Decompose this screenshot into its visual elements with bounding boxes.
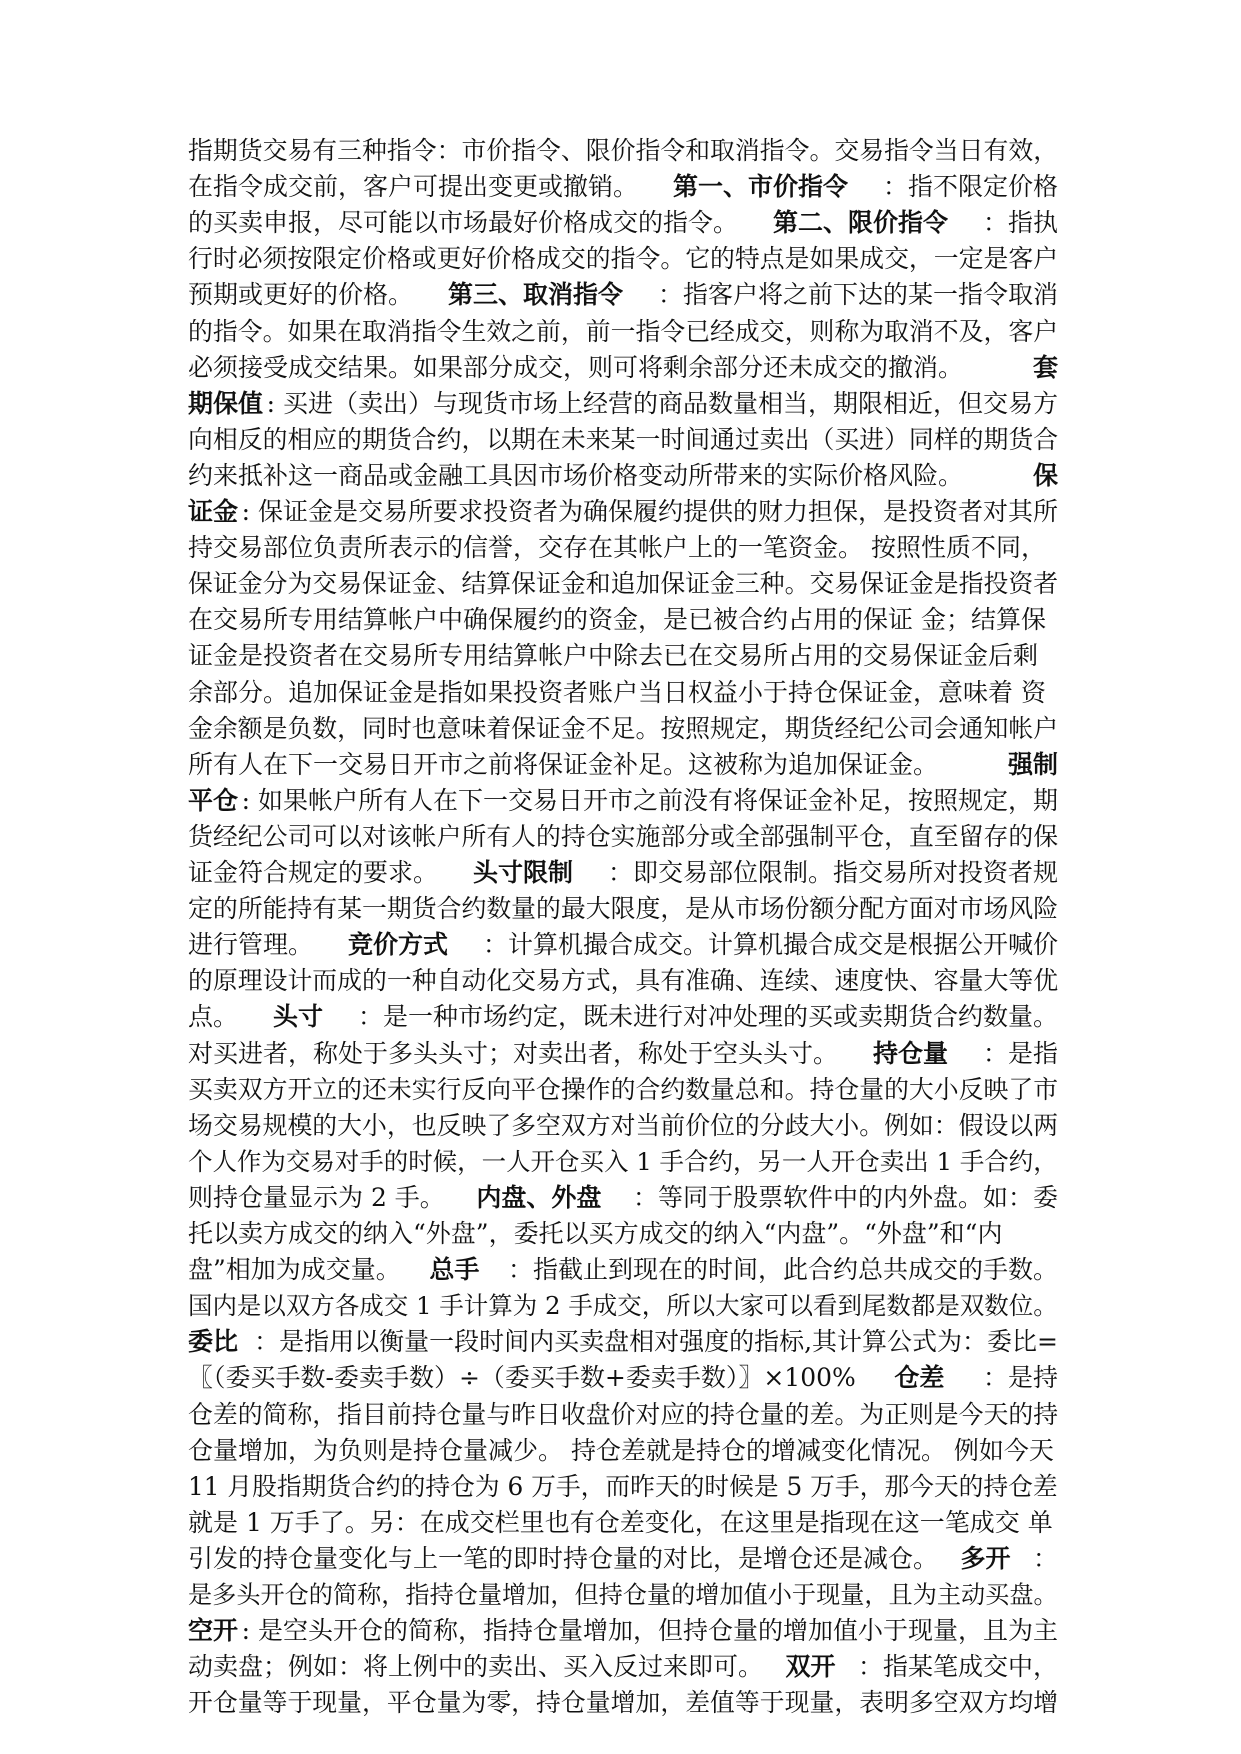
text-line	[188, 169, 1058, 205]
term-heading: 套	[1032, 352, 1058, 382]
text-line	[188, 1108, 1058, 1144]
text-line	[188, 494, 1058, 530]
text-segment: 余部分。追加保证金是指如果投资者账户当日权益小于持仓保证金，意味着 资	[188, 677, 1046, 707]
text-segment: 就是 1 万手了。另：在成交栏里也有仓差变化，在这里是指现在这一笔成交 单	[188, 1507, 1053, 1537]
text-segment: 约来抵补这一商品或金融工具因市场价格变动所带来的实际价格风险。	[188, 460, 964, 490]
text-segment: 买卖双方开立的还未实行反向平仓操作的合约数量总和。持仓量的大小反映了市	[188, 1074, 1059, 1104]
text-line	[188, 1505, 1058, 1541]
text-line	[188, 999, 1058, 1035]
text-line	[188, 1036, 1058, 1072]
text-line	[188, 277, 1058, 313]
text-line	[188, 1216, 1058, 1252]
text-line	[188, 675, 1058, 711]
text-segment: 指期货交易有三种指令：市价指令、限价指令和取消指令。交易指令当日有效，	[188, 136, 1059, 165]
text-segment: 保证金分为交易保证金、结算保证金和追加保证金三种。交易保证金是指投资者	[188, 569, 1059, 599]
text-line	[188, 1324, 1058, 1360]
text-segment: ：	[1032, 1543, 1058, 1573]
term-heading: 第一、市价指令	[672, 172, 848, 202]
text-line	[188, 1144, 1058, 1180]
text-segment: ：即交易部位限制。指交易所对投资者规	[607, 858, 1058, 887]
text-segment: ：指不限定价格	[882, 172, 1058, 202]
term-heading: 第二、限价指令	[772, 208, 948, 238]
text-line	[188, 314, 1058, 350]
text-line	[188, 205, 1058, 241]
text-line	[188, 241, 1058, 277]
text-segment: 证金是投资者在交易所专用结算帐户中除去已在交易所占用的交易保证金后剩	[188, 641, 1039, 671]
text-line	[188, 350, 1058, 386]
text-segment: 的买卖申报，尽可能以市场最好价格成交的指令。	[188, 208, 739, 238]
text-segment: 个人作为交易对手的时候，一人开仓买入 1 手合约，另一人开仓卖出 1 手合约，	[188, 1146, 1058, 1176]
text-line	[188, 133, 1058, 169]
term-heading: 期保值	[188, 388, 264, 418]
term-heading: 多开	[960, 1543, 1011, 1573]
term-heading: 委比	[188, 1327, 239, 1357]
text-segment: 行时必须按限定价格或更好价格成交的指令。它的特点是如果成交，一定是客户	[188, 244, 1059, 274]
text-segment: 金余额是负数，同时也意味着保证金不足。按照规定，期货经纪公司会通知帐户	[188, 713, 1059, 743]
text-line	[188, 1072, 1058, 1108]
text-line	[188, 927, 1058, 963]
term-heading: 竞价方式	[347, 930, 448, 960]
text-segment: 开仓量等于现量，平仓量为零，持仓量增加，差值等于现量，表明多空双方均增	[188, 1688, 1059, 1718]
text-line	[188, 1433, 1058, 1469]
text-line	[188, 566, 1058, 602]
text-segment: 仓量增加，为负则是持仓量减少。 持仓差就是持仓的增减变化情况。 例如今天	[188, 1435, 1054, 1465]
text-segment: ：是指用以衡量一段时间内买卖盘相对强度的指标,其计算公式为：委比=	[254, 1327, 1058, 1357]
text-line	[188, 422, 1058, 458]
text-segment: 动卖盘；例如：将上例中的卖出、买入反过来即可。	[188, 1652, 764, 1682]
text-segment: 则持仓量显示为 2 手。	[188, 1182, 445, 1212]
text-segment: : 是空头开仓的简称，指持仓量增加，但持仓量的增加值小于现量，且为主	[241, 1616, 1058, 1646]
text-line	[188, 1649, 1058, 1685]
text-segment: 仓差的简称，指目前持仓量与昨日收盘价对应的持仓量的差。为正则是今天的持	[188, 1399, 1059, 1429]
text-segment: 进行管理。	[188, 930, 314, 960]
text-segment: 在交易所专用结算帐户中确保履约的资金，是已被合约占用的保证 金；结算保	[188, 605, 1046, 635]
text-line	[188, 819, 1058, 855]
text-segment: 点。	[188, 1002, 239, 1032]
text-segment: 持交易部位负责所表示的信誉，交存在其帐户上的一笔资金。 按照性质不同，	[188, 533, 1046, 563]
text-segment: 场交易规模的大小，也反映了多空双方对当前价位的分歧大小。例如：假设以两	[188, 1110, 1059, 1140]
text-line	[188, 1685, 1058, 1721]
text-segment: 证金符合规定的要求。	[188, 858, 439, 887]
text-line	[188, 602, 1058, 638]
text-line	[188, 458, 1058, 494]
text-segment: 向相反的相应的期货合约，以期在未来某一时间通过卖出（买进）同样的期货合	[188, 424, 1059, 454]
text-line	[188, 1360, 1058, 1396]
text-segment: ：指客户将之前下达的某一指令取消	[657, 280, 1058, 310]
text-segment: 预期或更好的价格。	[188, 280, 414, 310]
term-heading: 强制	[1007, 749, 1058, 779]
text-line	[188, 1613, 1058, 1649]
text-line	[188, 386, 1058, 422]
term-heading: 平仓	[188, 785, 239, 815]
text-segment: 盘”相加为成交量。	[188, 1255, 401, 1285]
text-segment: 托以卖方成交的纳入“外盘”，委托以买方成交的纳入“内盘”。“外盘”和“内	[188, 1219, 1003, 1248]
term-heading: 证金	[188, 497, 239, 526]
text-segment: 必须接受成交结果。如果部分成交，则可将剩余部分还未成交的撤消。	[188, 352, 964, 382]
term-heading: 双开	[785, 1652, 836, 1682]
text-segment: 引发的持仓量变化与上一笔的即时持仓量的对比，是增仓还是减仓。	[188, 1543, 939, 1573]
text-segment: ：指执	[982, 208, 1058, 238]
term-heading: 内盘、外盘	[476, 1182, 602, 1212]
term-heading: 空开	[188, 1616, 239, 1646]
text-segment: 的原理设计而成的一种自动化交易方式，具有准确、连续、速度快、容量大等优	[188, 966, 1059, 996]
text-segment: : 如果帐户所有人在下一交易日开市之前没有将保证金补足，按照规定，期	[241, 785, 1058, 815]
text-line	[188, 1469, 1058, 1505]
text-segment: ：是持	[982, 1363, 1058, 1393]
text-segment: ：指某笔成交中，	[857, 1652, 1058, 1682]
text-line	[188, 1397, 1058, 1433]
text-segment: : 买进（卖出）与现货市场上经营的商品数量相当，期限相近，但交易方	[266, 388, 1058, 418]
text-segment: ：是指	[982, 1038, 1058, 1068]
text-line	[188, 1180, 1058, 1216]
text-segment: ：计算机撮合成交。计算机撮合成交是根据公开喊价	[482, 930, 1058, 960]
term-heading: 第三、取消指令	[447, 280, 623, 310]
text-segment: 定的所能持有某一期货合约数量的最大限度，是从市场份额分配方面对市场风险	[188, 894, 1059, 924]
text-segment: ：指截止到现在的时间，此合约总共成交的手数。	[507, 1255, 1058, 1285]
term-heading: 头寸限制	[472, 858, 573, 887]
text-line	[188, 711, 1058, 747]
text-segment: ：等同于股票软件中的内外盘。如：委	[632, 1182, 1058, 1212]
text-line	[188, 1541, 1058, 1577]
term-heading: 持仓量	[872, 1038, 948, 1068]
text-line	[188, 638, 1058, 674]
term-heading: 总手	[429, 1255, 480, 1285]
term-heading: 保	[1032, 460, 1058, 490]
text-segment: 货经纪公司可以对该帐户所有人的持仓实施部分或全部强制平仓，直至留存的保	[188, 821, 1059, 851]
text-line	[188, 891, 1058, 927]
text-segment: 所有人在下一交易日开市之前将保证金补足。这被称为追加保证金。	[188, 749, 939, 779]
text-line	[188, 855, 1058, 891]
term-heading: 头寸	[272, 1002, 323, 1032]
text-line	[188, 747, 1058, 783]
text-segment: 11 月股指期货合约的持仓为 6 万手，而昨天的时候是 5 万手，那今天的持仓差	[188, 1471, 1058, 1501]
term-heading: 仓差	[894, 1363, 945, 1393]
text-line	[188, 1288, 1058, 1324]
text-line	[188, 530, 1058, 566]
text-segment: 是多头开仓的简称，指持仓量增加，但持仓量的增加值小于现量，且为主动买盘。	[188, 1581, 1058, 1609]
text-line	[188, 783, 1058, 819]
text-segment: 的指令。如果在取消指令生效之前，前一指令已经成交，则称为取消不及，客户	[188, 316, 1059, 346]
text-segment: : 保证金是交易所要求投资者为确保履约提供的财力担保，是投资者对其所	[241, 497, 1058, 526]
text-segment: ：是一种市场约定，既未进行对冲处理的买或卖期货合约数量。	[357, 1002, 1058, 1032]
text-line	[188, 963, 1058, 999]
text-segment: 国内是以双方各成交 1 手计算为 2 手成交，所以大家可以看到尾数都是双数位。	[188, 1291, 1058, 1321]
text-segment: 〖（委买手数-委卖手数）÷（委买手数+委卖手数）〗×100%	[188, 1363, 856, 1393]
text-segment: 对买进者，称处于多头头寸；对卖出者，称处于空头头寸。	[188, 1038, 839, 1068]
text-segment: 在指令成交前，客户可提出变更或撤销。	[188, 172, 639, 202]
text-line	[188, 1577, 1058, 1613]
text-line	[188, 1252, 1058, 1288]
